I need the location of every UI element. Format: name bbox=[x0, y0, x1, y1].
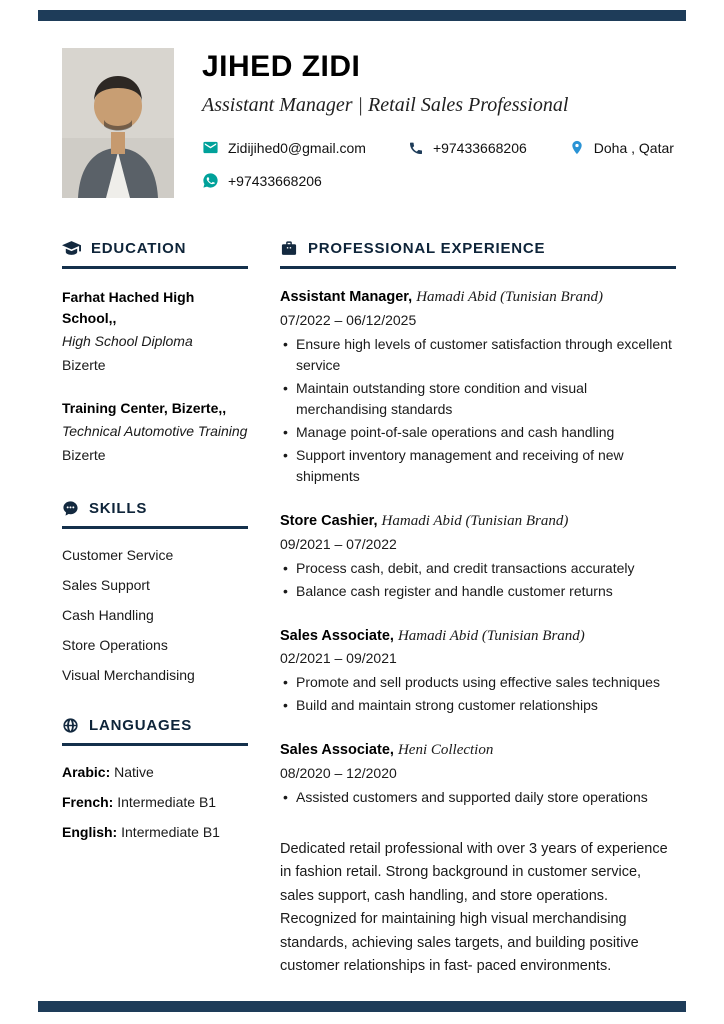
languages-heading: LANGUAGES bbox=[89, 717, 193, 734]
language-item bbox=[62, 764, 248, 780]
bottom-accent-bar bbox=[38, 1001, 686, 1012]
job-title-line bbox=[280, 511, 676, 533]
experience-header bbox=[280, 240, 676, 269]
right-column bbox=[280, 240, 676, 979]
job-entry bbox=[280, 511, 676, 602]
education-location: Bizerte bbox=[62, 447, 106, 463]
job-bullet: • Ensure high levels of customer satisfaction through excellent service bbox=[280, 334, 676, 376]
graduation-cap-icon bbox=[62, 241, 81, 257]
job-bullet: • Assisted customers and supported daily store operations bbox=[280, 787, 676, 808]
language-item bbox=[62, 794, 248, 810]
skill-item: Sales Support bbox=[62, 577, 150, 593]
location-pin-icon bbox=[569, 139, 585, 156]
job-entry bbox=[280, 626, 676, 717]
skills-section bbox=[62, 500, 248, 683]
job-company: Hamadi Abid (Tunisian Brand) bbox=[416, 289, 604, 305]
job-title: Sales Associate, bbox=[280, 627, 394, 644]
person-title: Assistant Manager | Retail Sales Professional bbox=[202, 94, 569, 116]
language-level: Intermediate B1 bbox=[117, 794, 217, 810]
contact-phone-text: +97433668206 bbox=[432, 139, 527, 156]
languages-section bbox=[62, 717, 248, 840]
person-name: JIHED ZIDI bbox=[202, 50, 361, 83]
job-dates: 07/2022 – 06/12/2025 bbox=[280, 311, 417, 328]
whatsapp-icon bbox=[202, 172, 219, 189]
language-level: Intermediate B1 bbox=[121, 824, 220, 840]
job-bullet-list bbox=[280, 334, 676, 487]
content-columns bbox=[62, 240, 676, 979]
job-title: Assistant Manager, bbox=[280, 289, 413, 305]
profile-photo-image bbox=[62, 48, 174, 198]
contact-whatsapp bbox=[202, 172, 322, 189]
education-heading: EDUCATION bbox=[91, 240, 187, 257]
header bbox=[62, 48, 676, 198]
job-company: Hamadi Abid (Tunisian Brand) bbox=[381, 512, 569, 529]
contact-email bbox=[202, 139, 366, 156]
job-bullet: • Manage point-of-sale operations and cash handling bbox=[280, 422, 676, 443]
language-name: English: bbox=[62, 824, 118, 840]
job-title-line bbox=[280, 626, 676, 648]
education-school: Farhat Hached High School,, bbox=[62, 289, 195, 326]
contact-phone bbox=[408, 139, 527, 156]
skills-heading: SKILLS bbox=[89, 500, 148, 517]
job-company: Heni Collection bbox=[397, 742, 494, 759]
skill-item: Cash Handling bbox=[62, 607, 154, 623]
globe-icon bbox=[62, 717, 79, 734]
job-bullet: • Process cash, debit, and credit transactions accurately bbox=[280, 558, 676, 579]
job-title: Sales Associate, bbox=[280, 742, 394, 759]
job-dates: 02/2021 – 09/2021 bbox=[280, 650, 397, 667]
skill-item: Visual Merchandising bbox=[62, 667, 195, 683]
left-column bbox=[62, 240, 248, 979]
job-title: Store Cashier, bbox=[280, 512, 378, 529]
language-name: Arabic: bbox=[62, 764, 111, 780]
education-location: Bizerte bbox=[62, 357, 106, 373]
skills-icon bbox=[62, 500, 79, 517]
job-title-line bbox=[280, 287, 676, 309]
education-section bbox=[62, 240, 248, 466]
language-level: Native bbox=[114, 764, 154, 780]
experience-heading: PROFESSIONAL EXPERIENCE bbox=[308, 240, 546, 257]
education-degree: Technical Automotive Training bbox=[62, 423, 248, 439]
contact-whatsapp-text: +97433668206 bbox=[228, 172, 322, 189]
profile-photo bbox=[62, 48, 174, 198]
job-bullet: • Support inventory management and receiving of new shipments bbox=[280, 445, 676, 487]
job-bullet: • Build and maintain strong customer relationships bbox=[280, 695, 676, 716]
job-entry bbox=[280, 287, 676, 487]
skills-header bbox=[62, 500, 248, 529]
skill-item: Store Operations bbox=[62, 637, 168, 653]
job-title-line bbox=[280, 740, 676, 762]
education-item bbox=[62, 398, 248, 466]
job-bullet: • Maintain outstanding store condition and visual merchandising standards bbox=[280, 378, 676, 420]
job-bullet: • Balance cash register and handle customer returns bbox=[280, 581, 676, 602]
job-bullet: • Promote and sell products using effective sales techniques bbox=[280, 672, 676, 693]
contact-location-text: Doha , Qatar bbox=[593, 139, 674, 156]
briefcase-icon bbox=[280, 240, 298, 257]
contact-row-1 bbox=[202, 139, 674, 156]
language-item bbox=[62, 824, 248, 840]
language-name: French: bbox=[62, 794, 114, 810]
languages-header bbox=[62, 717, 248, 746]
job-dates: 09/2021 – 07/2022 bbox=[280, 535, 397, 552]
contact-rows bbox=[202, 139, 674, 189]
contact-location bbox=[569, 139, 674, 156]
education-degree: High School Diploma bbox=[62, 333, 193, 349]
education-header bbox=[62, 240, 248, 269]
header-main bbox=[202, 48, 674, 189]
job-dates: 08/2020 – 12/2020 bbox=[280, 765, 397, 781]
top-accent-bar bbox=[38, 10, 686, 21]
education-item bbox=[62, 287, 248, 376]
job-bullet-list bbox=[280, 787, 676, 808]
job-bullet-list bbox=[280, 558, 676, 602]
contact-row-2 bbox=[202, 172, 674, 189]
job-company: Hamadi Abid (Tunisian Brand) bbox=[397, 627, 585, 644]
skill-item: Customer Service bbox=[62, 547, 174, 563]
job-entry bbox=[280, 740, 676, 808]
education-school: Training Center, Bizerte,, bbox=[62, 400, 227, 416]
profile-summary: Dedicated retail professional with over 3 years of experience in fashion retail. Strong background in customer service, sales support, cash handling, and store operations. Recognized for maintaining high visual merchandising standards, achieving sales targets, and building positive customer relationships in fast- paced environments. bbox=[280, 841, 668, 975]
contact-email-text: Zidijihed0@gmail.com bbox=[228, 139, 366, 156]
email-icon bbox=[202, 139, 219, 156]
phone-icon bbox=[408, 140, 424, 156]
job-bullet-list bbox=[280, 672, 676, 716]
